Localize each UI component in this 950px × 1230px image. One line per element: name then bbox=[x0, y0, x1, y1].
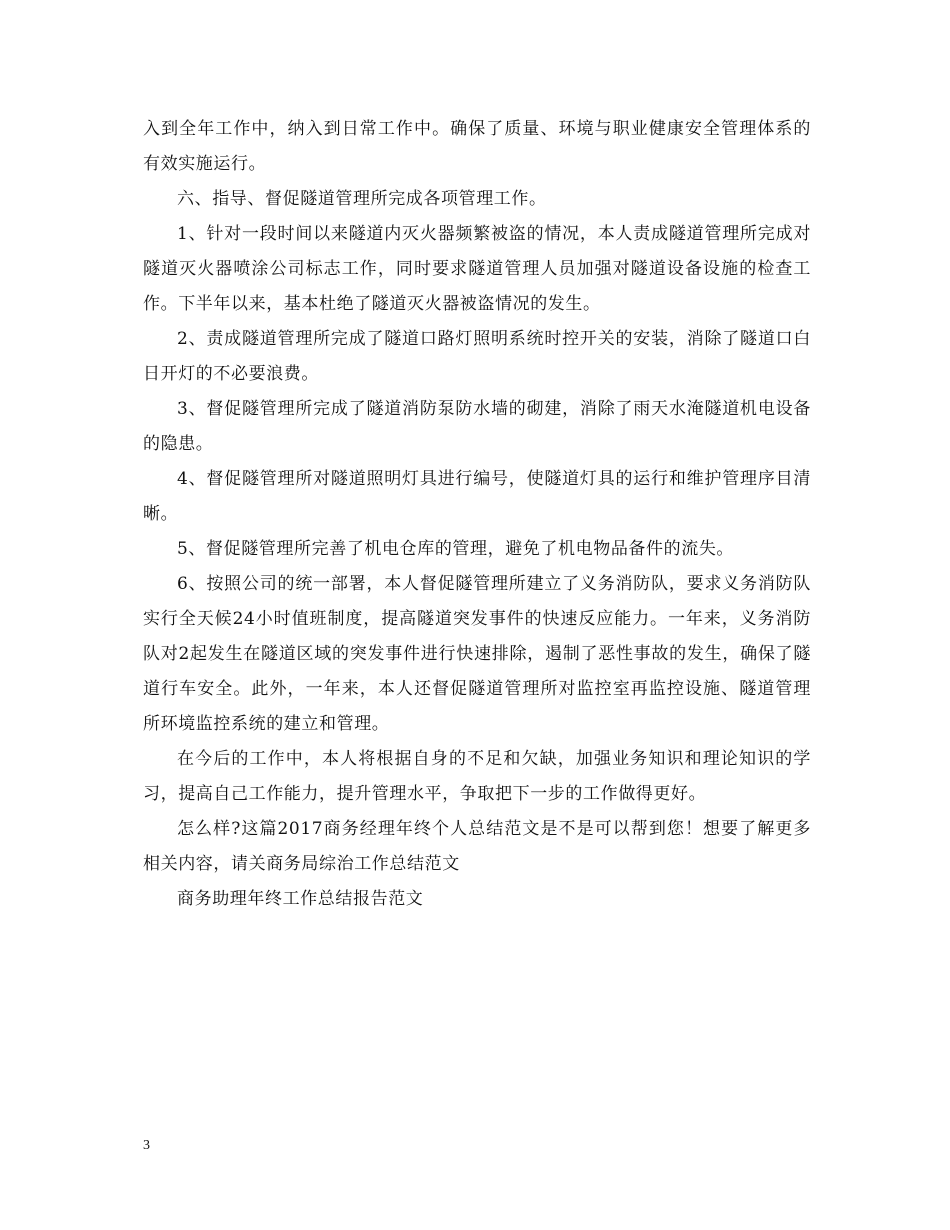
paragraph-item-4: 4、督促隧管理所对隧道照明灯具进行编号，使隧道灯具的运行和维护管理序目清晰。 bbox=[143, 469, 811, 524]
section-heading-six: 六、指导、督促隧道管理所完成各项管理工作。 bbox=[177, 189, 547, 209]
paragraph-outlook: 在今后的工作中，本人将根据自身的不足和欠缺，加强业务知识和理论知识的学习，提高自己工作能力，提升管理水平，争取把下一步的工作做得更好。 bbox=[143, 749, 811, 804]
paragraph-item-5: 5、督促隧管理所完善了机电仓库的管理，避免了机电物品备件的流失。 bbox=[177, 539, 735, 559]
document-body bbox=[143, 112, 811, 917]
paragraph-item-1: 1、针对一段时间以来隧道内灭火器频繁被盗的情况，本人责成隧道管理所完成对隧道灭火器喷涂公司标志工作，同时要求隧道管理人员加强对隧道设备设施的检查工作。下半年以来，基本杜绝了隧道灭火器被盗情况的发生。 bbox=[143, 224, 811, 314]
paragraph-item-6: 6、按照公司的统一部署，本人督促隧管理所建立了义务消防队，要求义务消防队实行全天候24小时值班制度，提高隧道突发事件的快速反应能力。一年来，义务消防队对2起发生在隧道区域的突发事件进行快速排除，遏制了恶性事故的发生，确保了隧道行车安全。此外，一年来，本人还督促隧道管理所对监控室再监控设施、隧道管理所环境监控系统的建立和管理。 bbox=[143, 574, 811, 734]
page-number: 3 bbox=[143, 1138, 150, 1153]
paragraph-continuation: 入到全年工作中，纳入到日常工作中。确保了质量、环境与职业健康安全管理体系的有效实施运行。 bbox=[143, 119, 811, 174]
paragraph-item-2: 2、责成隧道管理所完成了隧道口路灯照明系统时控开关的安装，消除了隧道口白日开灯的不必要浪费。 bbox=[143, 329, 811, 384]
related-link[interactable]: 商务助理年终工作总结报告范文 bbox=[177, 889, 424, 909]
paragraph-promo: 怎么样?这篇2017商务经理年终个人总结范文是不是可以帮到您！想要了解更多相关内容，请关商务局综治工作总结范文 bbox=[143, 819, 811, 874]
paragraph-item-3: 3、督促隧管理所完成了隧道消防泵防水墙的砌建，消除了雨天水淹隧道机电设备的隐患。 bbox=[143, 399, 811, 454]
